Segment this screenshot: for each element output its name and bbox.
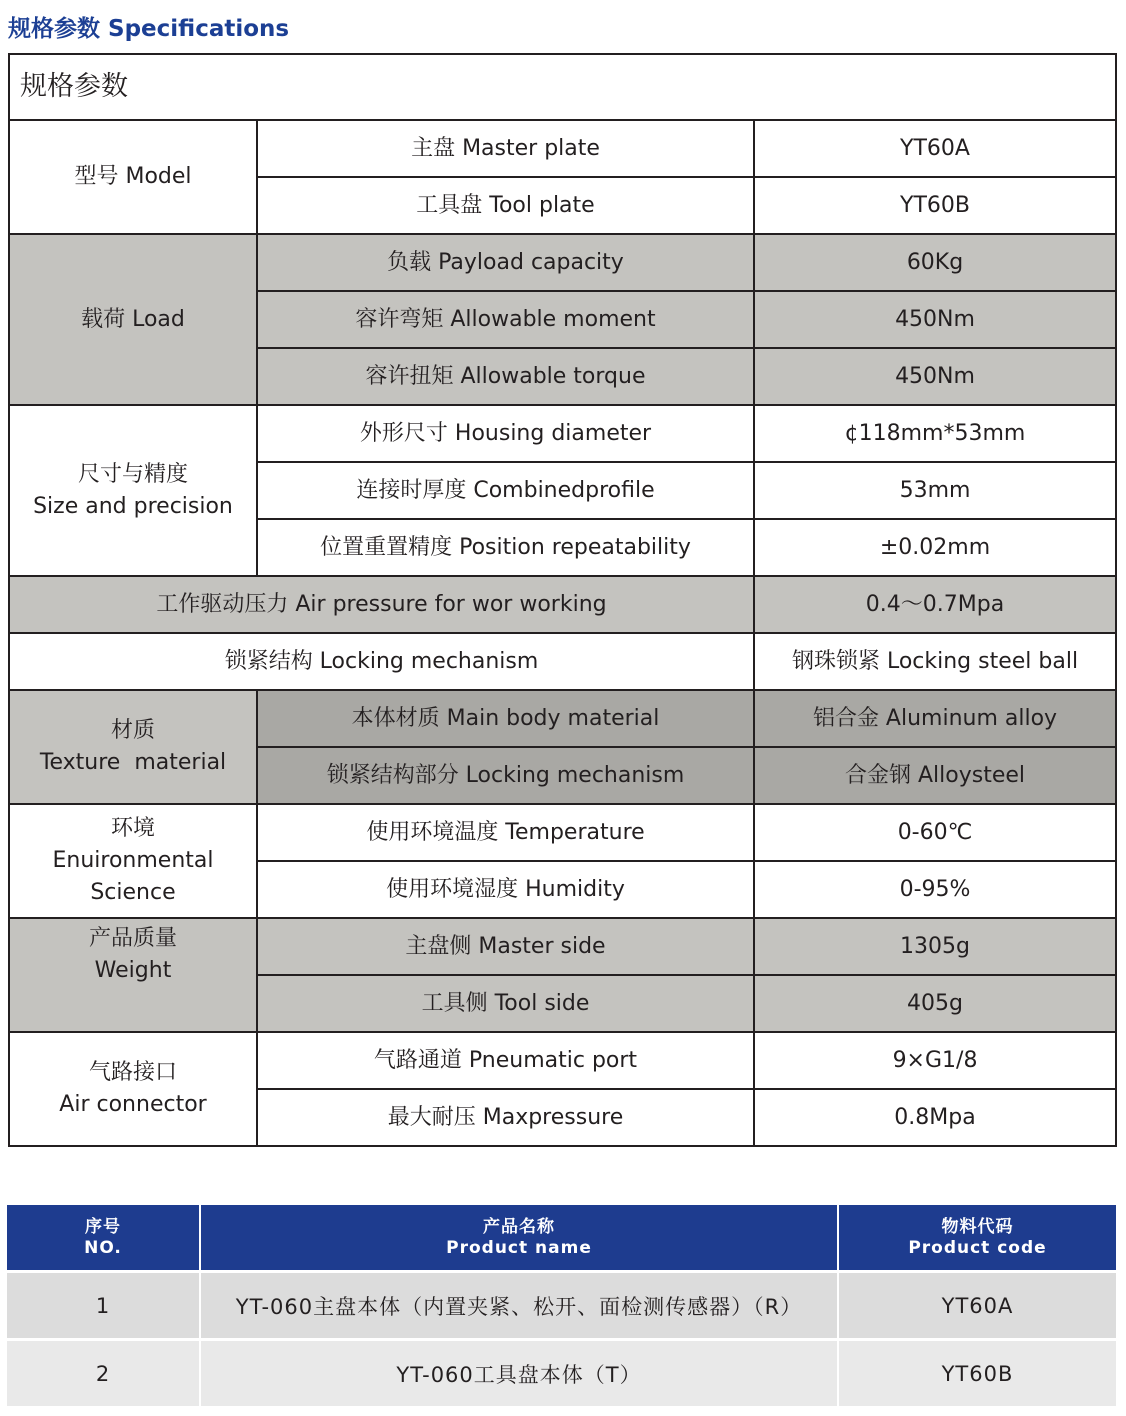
spec-name: 使用环境温度 Temperature — [257, 804, 754, 861]
group-label-cn: 产品质量 — [88, 926, 177, 951]
spec-table-title: 规格参数 — [9, 54, 1116, 120]
spec-value: ¢118mm*53mm — [754, 405, 1116, 462]
spec-name: 容许弯矩 Allowable moment — [257, 291, 754, 348]
header-en: NO. — [84, 1237, 122, 1258]
product-parts-table — [7, 1205, 1116, 1406]
spec-value: 60Kg — [754, 234, 1116, 291]
spec-name: 连接时厚度 Combinedprofile — [257, 462, 754, 519]
spec-name: 工具盘 Tool plate — [257, 177, 754, 234]
part-no: 1 — [7, 1272, 200, 1340]
spec-value: 0-60℃ — [754, 804, 1116, 861]
group-label-cn: 尺寸与精度 — [77, 461, 188, 487]
spec-name: 锁紧结构 Locking mechanism — [9, 633, 754, 690]
group-label-air-connector — [9, 1032, 257, 1146]
header-cn: 产品名称 — [483, 1216, 555, 1237]
spec-value: 450Nm — [754, 291, 1116, 348]
spec-value: 铝合金 Aluminum alloy — [754, 690, 1116, 747]
spec-value: 钢珠锁紧 Locking steel ball — [754, 633, 1116, 690]
group-label-environment — [9, 804, 257, 918]
spec-value: 450Nm — [754, 348, 1116, 405]
header-no — [7, 1205, 200, 1272]
spec-name: 工具侧 Tool side — [257, 975, 754, 1032]
spec-name: 使用环境湿度 Humidity — [257, 861, 754, 918]
group-label-en: Texture material — [39, 750, 227, 775]
group-label-size — [9, 405, 257, 576]
table-row — [7, 1340, 1116, 1407]
spec-value: 0.8Mpa — [754, 1089, 1116, 1146]
part-code: YT60B — [838, 1340, 1116, 1407]
group-label-en: Air connector — [59, 1092, 207, 1117]
spec-value: 405g — [754, 975, 1116, 1032]
spec-name: 本体材质 Main body material — [257, 690, 754, 747]
group-label-model: 型号 Model — [9, 120, 257, 234]
group-label-cn: 材质 — [110, 718, 155, 743]
group-label-material — [9, 690, 257, 804]
header-cn: 序号 — [85, 1216, 121, 1237]
spec-name: 主盘 Master plate — [257, 120, 754, 177]
group-label-cn: 环境 — [110, 816, 155, 841]
group-label-load: 载荷 Load — [9, 234, 257, 405]
header-en: Product code — [908, 1237, 1047, 1258]
spec-value: YT60B — [754, 177, 1116, 234]
spec-value: 53mm — [754, 462, 1116, 519]
spec-name: 最大耐压 Maxpressure — [257, 1089, 754, 1146]
spec-value: 1305g — [754, 918, 1116, 975]
spec-name: 外形尺寸 Housing diameter — [257, 405, 754, 462]
part-name: YT-060工具盘本体（T） — [200, 1340, 838, 1407]
spec-value: 9×G1/8 — [754, 1032, 1116, 1089]
spec-name: 锁紧结构部分 Locking mechanism — [257, 747, 754, 804]
group-label-en: Size and precision — [33, 493, 233, 519]
part-name: YT-060主盘本体（内置夹紧、松开、面检测传感器）（R） — [200, 1272, 838, 1340]
part-code: YT60A — [838, 1272, 1116, 1340]
table-row — [7, 1272, 1116, 1340]
spec-value: 合金钢 Alloysteel — [754, 747, 1116, 804]
specifications-table — [8, 53, 1117, 1147]
group-label-en: Weight — [94, 958, 172, 983]
spec-name: 负载 Payload capacity — [257, 234, 754, 291]
header-product-name — [200, 1205, 838, 1272]
spec-name: 主盘侧 Master side — [257, 918, 754, 975]
spec-name: 位置重置精度 Position repeatability — [257, 519, 754, 576]
header-en: Product name — [446, 1237, 592, 1258]
spec-value: 0.4～0.7Mpa — [754, 576, 1116, 633]
group-label-cn: 气路接口 — [88, 1060, 177, 1085]
group-label-weight — [9, 918, 257, 1032]
spec-name: 容许扭矩 Allowable torque — [257, 348, 754, 405]
spec-value: YT60A — [754, 120, 1116, 177]
group-label-en: Science — [90, 880, 176, 905]
spec-value: ±0.02mm — [754, 519, 1116, 576]
spec-name: 工作驱动压力 Air pressure for wor working — [9, 576, 754, 633]
header-cn: 物料代码 — [941, 1216, 1014, 1237]
part-no: 2 — [7, 1340, 200, 1407]
page-heading: 规格参数 Specifications — [8, 16, 290, 42]
spec-name: 气路通道 Pneumatic port — [257, 1032, 754, 1089]
spec-value: 0-95% — [754, 861, 1116, 918]
group-label-en: Enuironmental — [52, 848, 214, 873]
header-product-code — [838, 1205, 1116, 1272]
